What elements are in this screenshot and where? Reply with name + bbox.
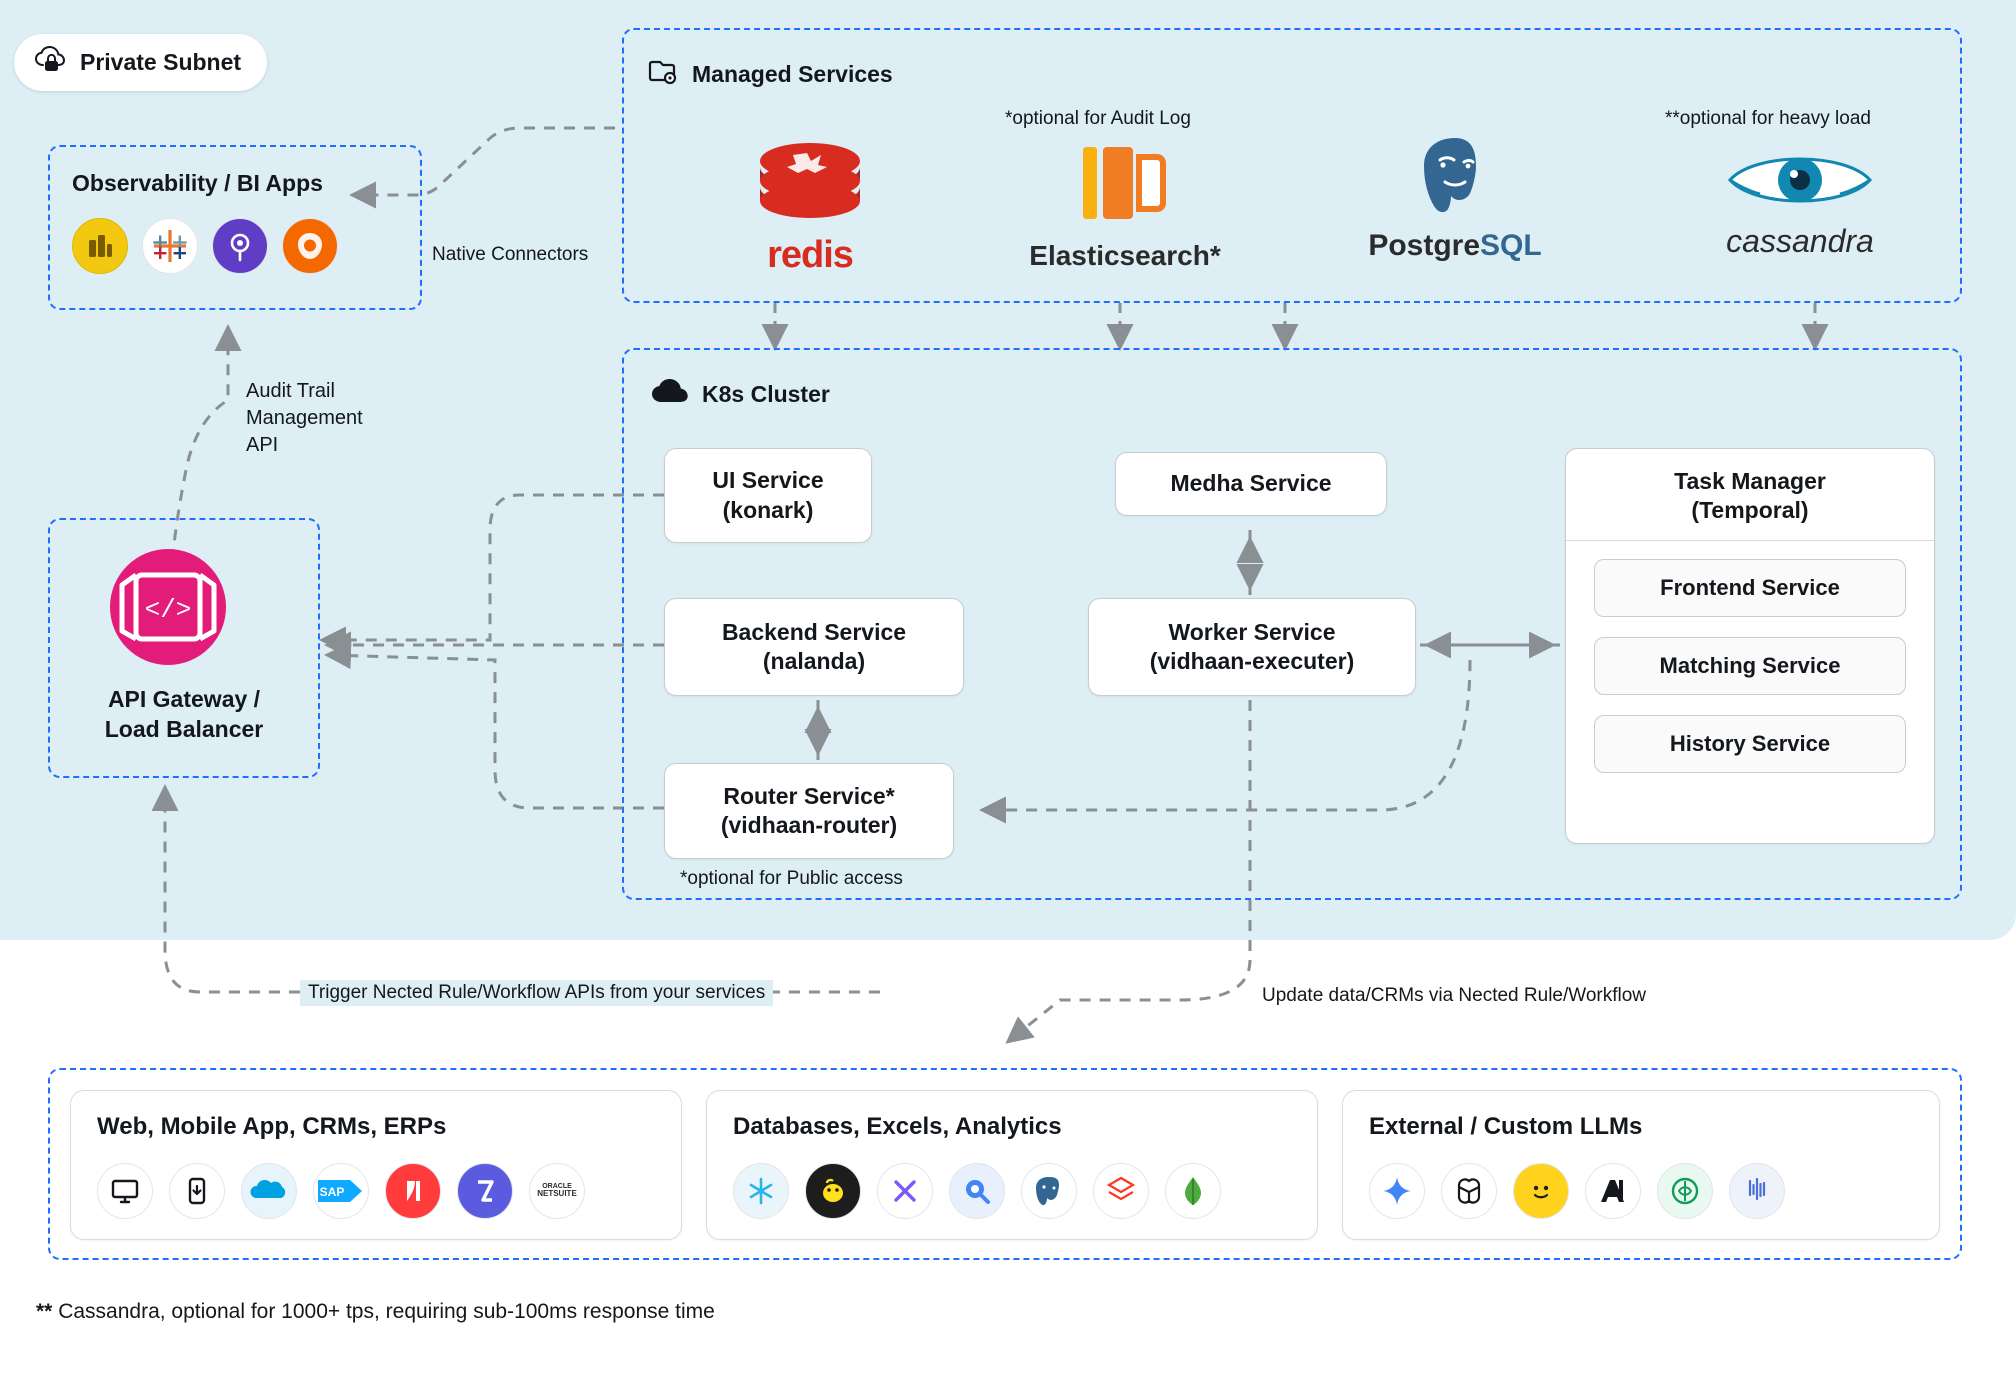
k8s-header <box>650 378 830 411</box>
panel-databases-logos <box>733 1163 1317 1219</box>
history-service-label: History Service <box>1669 730 1831 756</box>
ui-service-label-1: UI Service <box>712 467 824 494</box>
trigger-label: Trigger Nected Rule/Workflow APIs from your services <box>300 980 773 1006</box>
medha-service-label: Medha Service <box>1170 470 1332 497</box>
mistral-brain-logo <box>1657 1163 1713 1219</box>
footnote-marker: ** <box>36 1300 53 1323</box>
update-label: Update data/CRMs via Nected Rule/Workflow <box>1262 985 1647 1006</box>
backend-service-label-2: (nalanda) <box>762 648 866 674</box>
panel-llms-title: External / Custom LLMs <box>1369 1113 1643 1140</box>
panel-databases <box>706 1090 1318 1240</box>
private-subnet-badge <box>14 34 267 91</box>
k8s-title: K8s Cluster <box>702 381 830 407</box>
audit-trail-label <box>246 378 363 459</box>
native-connectors-label: Native Connectors <box>432 244 589 265</box>
frontend-service-label: Frontend Service <box>1660 574 1840 600</box>
cassandra-logo <box>1670 140 1930 260</box>
panel-llms <box>1342 1090 1940 1240</box>
postgresql-logo <box>1021 1163 1077 1219</box>
private-subnet-label: Private Subnet <box>80 49 242 75</box>
databricks-logo <box>1093 1163 1149 1219</box>
cassandra-note: **optional for heavy load <box>1665 108 1871 129</box>
medha-service-box[interactable] <box>1115 452 1387 516</box>
excel-x-logo <box>877 1163 933 1219</box>
ui-service-label-2: (konark) <box>722 496 814 523</box>
mongodb-logo <box>1165 1163 1221 1219</box>
router-note: *optional for Public access <box>680 868 903 889</box>
elasticsearch-label: Elasticsearch* <box>1029 240 1221 271</box>
audit-trail-label-1: Audit Trail <box>246 380 335 402</box>
postgresql-logo <box>1330 132 1580 263</box>
observability-logos <box>72 218 338 274</box>
footnote-text: Cassandra, optional for 1000+ tps, requiring sub-100ms response time <box>52 1300 715 1323</box>
panel-databases-title: Databases, Excels, Analytics <box>733 1113 1062 1140</box>
backend-service-label-1: Backend Service <box>721 618 907 645</box>
api-gateway-label <box>48 685 320 745</box>
grafana-logo <box>282 218 338 274</box>
svg-text:SAP: SAP <box>319 1185 345 1199</box>
worker-service-label-2: (vidhaan-executer) <box>1149 648 1355 674</box>
salesforce-logo <box>241 1163 297 1219</box>
snowflake-logo <box>733 1163 789 1219</box>
worker-service-label-1: Worker Service <box>1168 618 1336 645</box>
looker-logo <box>212 218 268 274</box>
redis-logo <box>715 135 905 277</box>
desktop-icon <box>97 1163 153 1219</box>
gemini-logo <box>1369 1163 1425 1219</box>
oracle-netsuite-logo: ORACLE NETSUITE <box>529 1163 585 1219</box>
worker-service-box[interactable] <box>1088 598 1416 696</box>
task-manager-title-2: (Temporal) <box>1691 497 1809 524</box>
panel-web-mobile-title: Web, Mobile App, CRMs, ERPs <box>97 1113 447 1140</box>
audit-trail-label-2: Management <box>246 407 363 429</box>
managed-services-title: Managed Services <box>692 61 893 87</box>
task-manager-title-1: Task Manager <box>1674 468 1826 494</box>
huggingface-logo <box>1513 1163 1569 1219</box>
postgresql-label: PostgreSQL <box>1368 229 1542 262</box>
cassandra-label: cassandra <box>1726 223 1874 259</box>
cloud-lock-icon <box>34 46 68 79</box>
llama-logo <box>1729 1163 1785 1219</box>
redis-label: redis <box>767 234 853 276</box>
task-manager-title <box>1566 449 1934 541</box>
history-service-box[interactable] <box>1594 715 1906 773</box>
folder-gear-icon <box>648 58 680 91</box>
backend-service-box[interactable] <box>664 598 964 696</box>
audit-trail-label-3: API <box>246 434 279 456</box>
matching-service-label: Matching Service <box>1659 652 1841 678</box>
observability-title: Observability / BI Apps <box>72 170 323 196</box>
elasticsearch-note: *optional for Audit Log <box>1005 108 1191 129</box>
router-service-box[interactable] <box>664 763 954 859</box>
panel-web-mobile <box>70 1090 682 1240</box>
footnote <box>36 1300 715 1324</box>
task-manager-box <box>1565 448 1935 844</box>
matching-service-box[interactable] <box>1594 637 1906 695</box>
frontend-service-box[interactable] <box>1594 559 1906 617</box>
sap-logo <box>313 1163 369 1219</box>
managed-services-header <box>648 58 893 91</box>
elasticsearch-logo <box>1000 135 1250 272</box>
bigquery-logo <box>949 1163 1005 1219</box>
tableau-logo <box>142 218 198 274</box>
mailchimp-logo <box>805 1163 861 1219</box>
panel-web-mobile-logos <box>97 1163 681 1219</box>
api-gateway-label-1: API Gateway / <box>107 686 261 712</box>
router-service-label-2: (vidhaan-router) <box>720 812 898 838</box>
zoho-logo <box>457 1163 513 1219</box>
cloud-icon <box>650 378 690 411</box>
ui-service-box[interactable] <box>664 448 872 543</box>
anthropic-logo <box>1585 1163 1641 1219</box>
svg-text:</>: </> <box>144 595 192 625</box>
hubspot-logo <box>385 1163 441 1219</box>
openai-logo <box>1441 1163 1497 1219</box>
code-door-icon <box>98 545 238 675</box>
panel-llms-logos <box>1369 1163 1939 1219</box>
router-service-label-1: Router Service* <box>723 782 895 809</box>
powerbi-logo <box>72 218 128 274</box>
api-gateway-label-2: Load Balancer <box>104 715 264 742</box>
mobile-icon <box>169 1163 225 1219</box>
